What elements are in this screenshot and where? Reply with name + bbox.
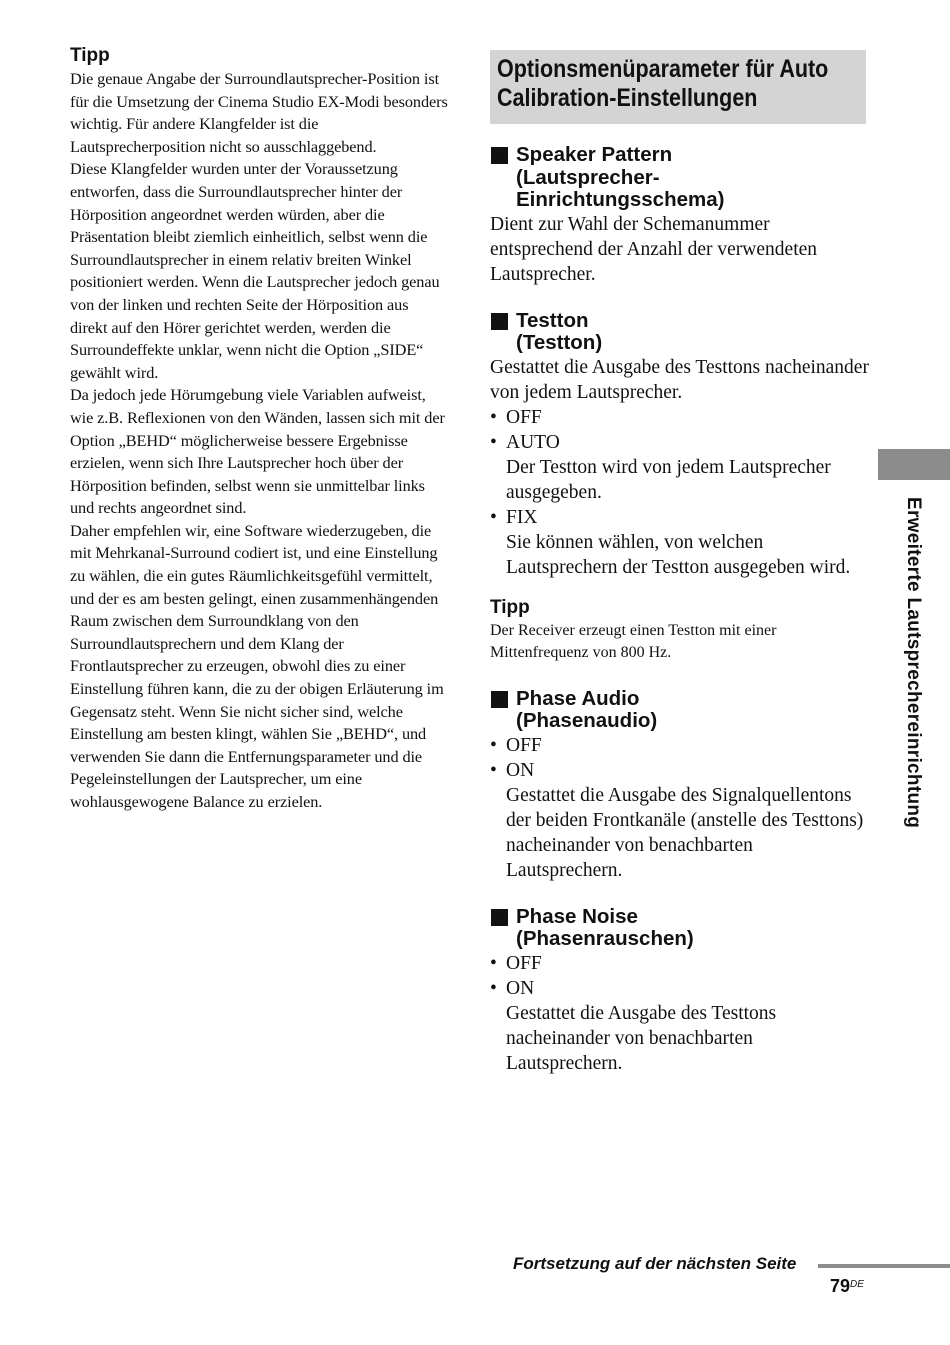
phase-noise-options xyxy=(490,951,870,1076)
phase-audio-heading: Phase Audio (Phasenaudio) xyxy=(490,688,870,733)
option-description: Gestattet die Ausgabe des Testtons nacheinander von benachbarten Lautsprechern. xyxy=(506,1002,777,1074)
testton-description: Gestattet die Ausgabe des Testtons nacheinander von jedem Lautsprecher. xyxy=(490,356,869,403)
testton-heading: Testton (Testton) xyxy=(490,310,870,355)
speaker-pattern-description: Dient zur Wahl der Schemanummer entsprechend der Anzahl der verwendeten Lautsprecher. xyxy=(490,213,818,285)
option-label: AUTO xyxy=(506,431,560,453)
tipp-paragraph: Diese Klangfelder wurden unter der Voraussetzung entworfen, dass die Surroundlautsprecher hinter der Hörposition angeordnet werden würden, aber die Präsentation bleibt ziemlich einheitlich, selbst wenn die Surroundlautsprecher in einem relativ breiten Winkel positioniert werden. Wenn die Lautsprecher jedoch genau von der linken und rechten Seite der Hörposition aus direkt auf den Hörer gerichtet werden, werden die Surroundeffekte unklar, wenn nicht die Option „SIDE“ gewählt wird. xyxy=(70,159,440,382)
option-item: • ON Gestattet die Ausgabe des Signalquellentons der beiden Frontkanäle (anstelle des Testtons) nacheinander von benachbarten Lautsprechern. xyxy=(490,758,870,883)
tipp-note: Der Receiver erzeugt einen Testton mit einer Mittenfrequenz von 800 Hz. xyxy=(490,621,777,661)
option-label: OFF xyxy=(506,406,542,428)
tipp-paragraph: Da jedoch jede Hörumgebung viele Variablen aufweist, wie z.B. Reflexionen von den Wänden, lassen sich mit der Option „BEHD“ möglicherweise bessere Ergebnisse erzielen, wenn sich Ihre Lautsprecher hoch über der Hörposition befinden, selbst wenn sie unmittelbar links und rechts angeordnet sind. xyxy=(70,385,445,518)
phase-audio-options xyxy=(490,733,870,883)
tipp-heading: Tipp xyxy=(70,45,110,66)
square-bullet-icon xyxy=(491,909,508,926)
option-item: • OFF xyxy=(490,734,542,756)
option-label: ON xyxy=(506,759,535,781)
tipp-body xyxy=(70,68,448,814)
option-item: • OFF xyxy=(490,406,542,428)
left-column xyxy=(70,44,448,814)
square-bullet-icon xyxy=(491,147,508,164)
option-description: Sie können wählen, von welchen Lautsprechern der Testton ausgegeben wird. xyxy=(506,531,851,578)
chapter-side-label: Erweiterte Lautsprechereinrichtung xyxy=(903,497,924,829)
tipp-paragraph: Daher empfehlen wir, eine Software wiederzugeben, die mit Mehrkanal-Surround codiert ist, und eine Einstellung zu wählen, die ein gutes Räumlichkeitsgefühl vermittelt, und der es am besten gelingt, einen zusammenhängenden Raum zwischen dem Surroundklang von den Surroundlautsprechern und dem Klang der Frontlautsprecher zu erzeugen, obwohl dies zu einer Einstellung führen kann, die zu der obigen Erläuterung im Gegensatz steht. Wenn Sie nicht sicher sind, welche Einstellung am besten klingt, wählen Sie „BEHD“, und verwenden Sie dann die Entfernungsparameter und die Pegeleinstellungen der Lautsprecher, um eine wohlausgewogene Balance zu erzielen. xyxy=(70,520,444,811)
square-bullet-icon xyxy=(491,313,508,330)
option-description: Der Testton wird von jedem Lautsprecher ausgegeben. xyxy=(506,456,831,503)
option-item: • ON Gestattet die Ausgabe des Testtons nacheinander von benachbarten Lautsprechern. xyxy=(490,976,870,1076)
continued-note: Fortsetzung auf der nächsten Seite xyxy=(513,1254,797,1273)
section-banner xyxy=(490,50,866,124)
option-label: FIX xyxy=(506,506,538,528)
page-number: 79DE xyxy=(830,1276,864,1296)
page-language-suffix: DE xyxy=(850,1279,864,1290)
option-label: OFF xyxy=(506,734,542,756)
speaker-pattern-heading: Speaker Pattern (Lautsprecher- Einrichtungsschema) xyxy=(490,144,870,212)
option-item: • AUTO Der Testton wird von jedem Lautsprecher ausgegeben. xyxy=(490,430,870,505)
footer-rule xyxy=(818,1264,950,1268)
testton-options xyxy=(490,405,870,580)
right-column xyxy=(490,50,870,1076)
option-label: ON xyxy=(506,977,535,999)
banner-title-line2: Calibration-Einstellungen xyxy=(497,84,758,112)
option-item: • OFF xyxy=(490,952,542,974)
tipp-paragraph: Die genaue Angabe der Surroundlautsprecher-Position ist für die Umsetzung der Cinema Studio EX-Modi besonders wichtig. Für andere Klangfelder ist die Lautsprecherposition nicht so ausschlaggebend. xyxy=(70,69,448,156)
banner-title-line1: Optionsmenüparameter für Auto xyxy=(497,55,829,83)
option-description: Gestattet die Ausgabe des Signalquellentons der beiden Frontkanäle (anstelle des Testtons) nacheinander von benachbarten Lautsprechern. xyxy=(506,784,864,881)
phase-noise-heading: Phase Noise (Phasenrauschen) xyxy=(490,906,870,951)
option-item: • FIX Sie können wählen, von welchen Lautsprechern der Testton ausgegeben wird. xyxy=(490,505,870,580)
chapter-tab-marker xyxy=(878,449,950,480)
tipp-heading: Tipp xyxy=(490,596,530,618)
option-label: OFF xyxy=(506,952,542,974)
square-bullet-icon xyxy=(491,691,508,708)
